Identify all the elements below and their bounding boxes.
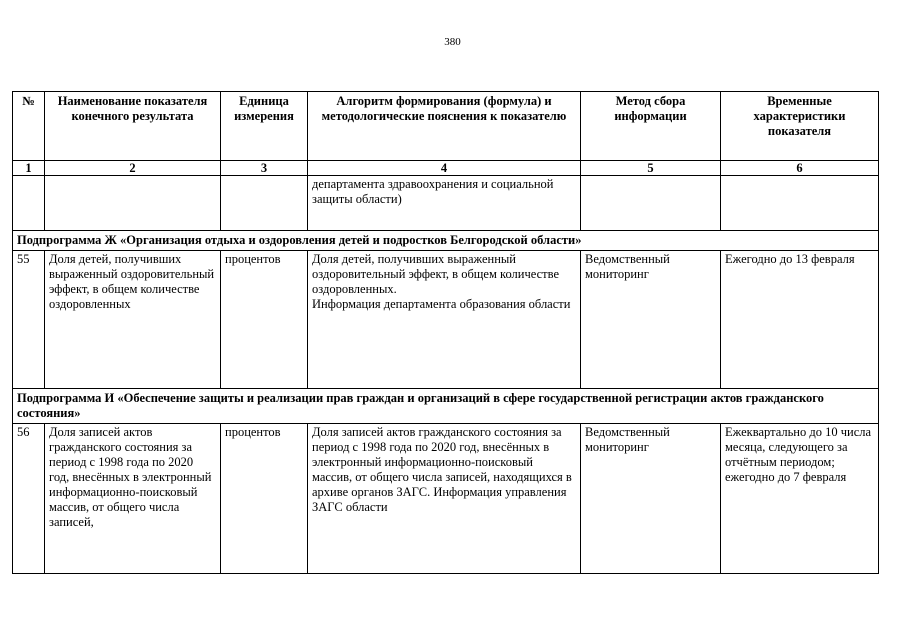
column-number: 1 (13, 161, 45, 176)
continuation-row (13, 176, 879, 231)
column-number: 2 (45, 161, 221, 176)
table-header-row (13, 92, 879, 161)
table-row-55 (13, 251, 879, 389)
subprogram-title: Подпрограмма И «Обеспечение защиты и реализации прав граждан и организаций в сфере государственной регистрации актов гражданского состояния» (13, 389, 879, 424)
algorithm (308, 251, 581, 389)
column-number: 4 (308, 161, 581, 176)
header-number: № (13, 92, 45, 161)
column-numbers-row (13, 161, 879, 176)
algorithm-source: Информация департамента образования области (312, 297, 571, 311)
section-row-i (13, 389, 879, 424)
column-number: 6 (721, 161, 879, 176)
header-timing: Временные характеристики показателя (721, 92, 879, 161)
collection-method: Ведомственный мониторинг (581, 424, 721, 574)
table-row-56 (13, 424, 879, 574)
row-number: 55 (13, 251, 45, 389)
page-number: 380 (444, 36, 461, 48)
algorithm-text: Доля детей, получивших выраженный оздоровительный эффект, в общем количестве оздоровленных. (312, 252, 559, 296)
section-row-zh (13, 231, 879, 251)
timing: Ежегодно до 13 февраля (721, 251, 879, 389)
unit: процентов (221, 251, 308, 389)
subprogram-title: Подпрограмма Ж «Организация отдыха и оздоровления детей и подростков Белгородской области» (13, 231, 879, 251)
header-algorithm: Алгоритм формирования (формула) и методологические пояснения к показателю (308, 92, 581, 161)
indicator-name: Доля детей, получивших выраженный оздоровительный эффект, в общем количестве оздоровленных (45, 251, 221, 389)
header-unit: Единица измерения (221, 92, 308, 161)
indicator-name: Доля записей актов гражданского состояния за период с 1998 года по 2020 год, внесённых в электронный информационно-поисковый массив, от общего числа записей, (45, 424, 221, 574)
timing: Ежеквартально до 10 числа месяца, следующего за отчётным периодом; ежегодно до 7 февраля (721, 424, 879, 574)
column-number: 3 (221, 161, 308, 176)
unit: процентов (221, 424, 308, 574)
indicators-table (12, 91, 879, 574)
row-number: 56 (13, 424, 45, 574)
continuation-algorithm: департамента здравоохранения и социальной защиты области) (308, 176, 581, 231)
collection-method: Ведомственный мониторинг (581, 251, 721, 389)
header-indicator-name: Наименование показателя конечного результата (45, 92, 221, 161)
column-number: 5 (581, 161, 721, 176)
algorithm: Доля записей актов гражданского состояния за период с 1998 года по 2020 год, внесённых в электронный информационно-поисковый массив, от общего числа записей, находящихся в архиве органов ЗАГС. Информация управления ЗАГС области (308, 424, 581, 574)
header-collection-method: Метод сбора информации (581, 92, 721, 161)
